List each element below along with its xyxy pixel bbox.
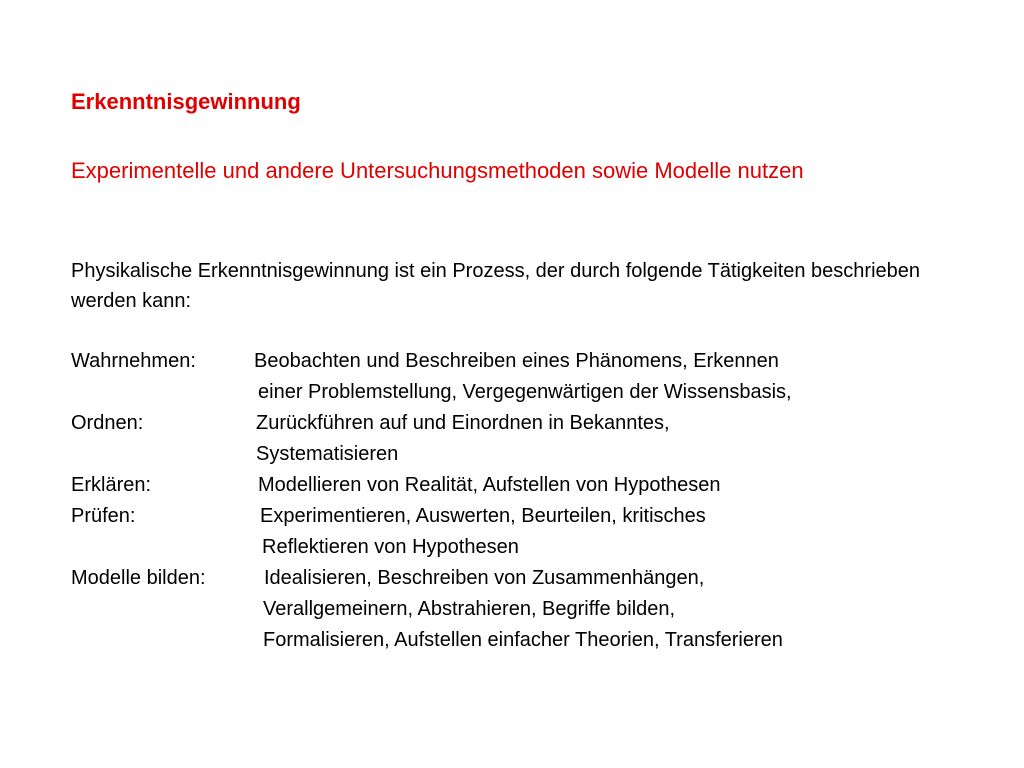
activity-desc-wahrnehmen-line2: einer Problemstellung, Vergegenwärtigen der Wissensbasis,	[258, 381, 792, 403]
activity-desc-ordnen-line2: Systematisieren	[256, 443, 399, 465]
activity-desc-erklaeren-line1: Modellieren von Realität, Aufstellen von Hypothesen	[258, 474, 721, 496]
slide-subtitle: Experimentelle und andere Untersuchungsmethoden sowie Modelle nutzen	[71, 158, 804, 183]
activity-desc-pruefen-line1: Experimentieren, Auswerten, Beurteilen, kritisches	[260, 505, 706, 527]
activity-term-pruefen: Prüfen:	[71, 505, 136, 527]
slide-title: Erkenntnisgewinnung	[71, 89, 301, 114]
activity-term-erklaeren: Erklären:	[71, 474, 152, 496]
activity-desc-modelle-bilden-line1: Idealisieren, Beschreiben von Zusammenhängen,	[264, 567, 705, 589]
activity-desc-ordnen-line1: Zurückführen auf und Einordnen in Bekanntes,	[256, 412, 670, 434]
activity-desc-wahrnehmen-line1: Beobachten und Beschreiben eines Phänomens, Erkennen	[254, 350, 779, 372]
activity-desc-pruefen-line2: Reflektieren von Hypothesen	[262, 536, 519, 558]
intro-paragraph: Physikalische Erkenntnisgewinnung ist ein Prozess, der durch folgende Tätigkeiten beschrieben werden kann:	[71, 260, 921, 312]
activity-term-modelle-bilden: Modelle bilden:	[71, 567, 206, 589]
activity-term-wahrnehmen: Wahrnehmen:	[71, 350, 196, 372]
activity-desc-modelle-bilden-line2: Verallgemeinern, Abstrahieren, Begriffe bilden,	[263, 598, 676, 620]
activity-desc-modelle-bilden-line3: Formalisieren, Aufstellen einfacher Theorien, Transferieren	[263, 629, 783, 651]
activity-term-ordnen: Ordnen:	[71, 412, 144, 434]
